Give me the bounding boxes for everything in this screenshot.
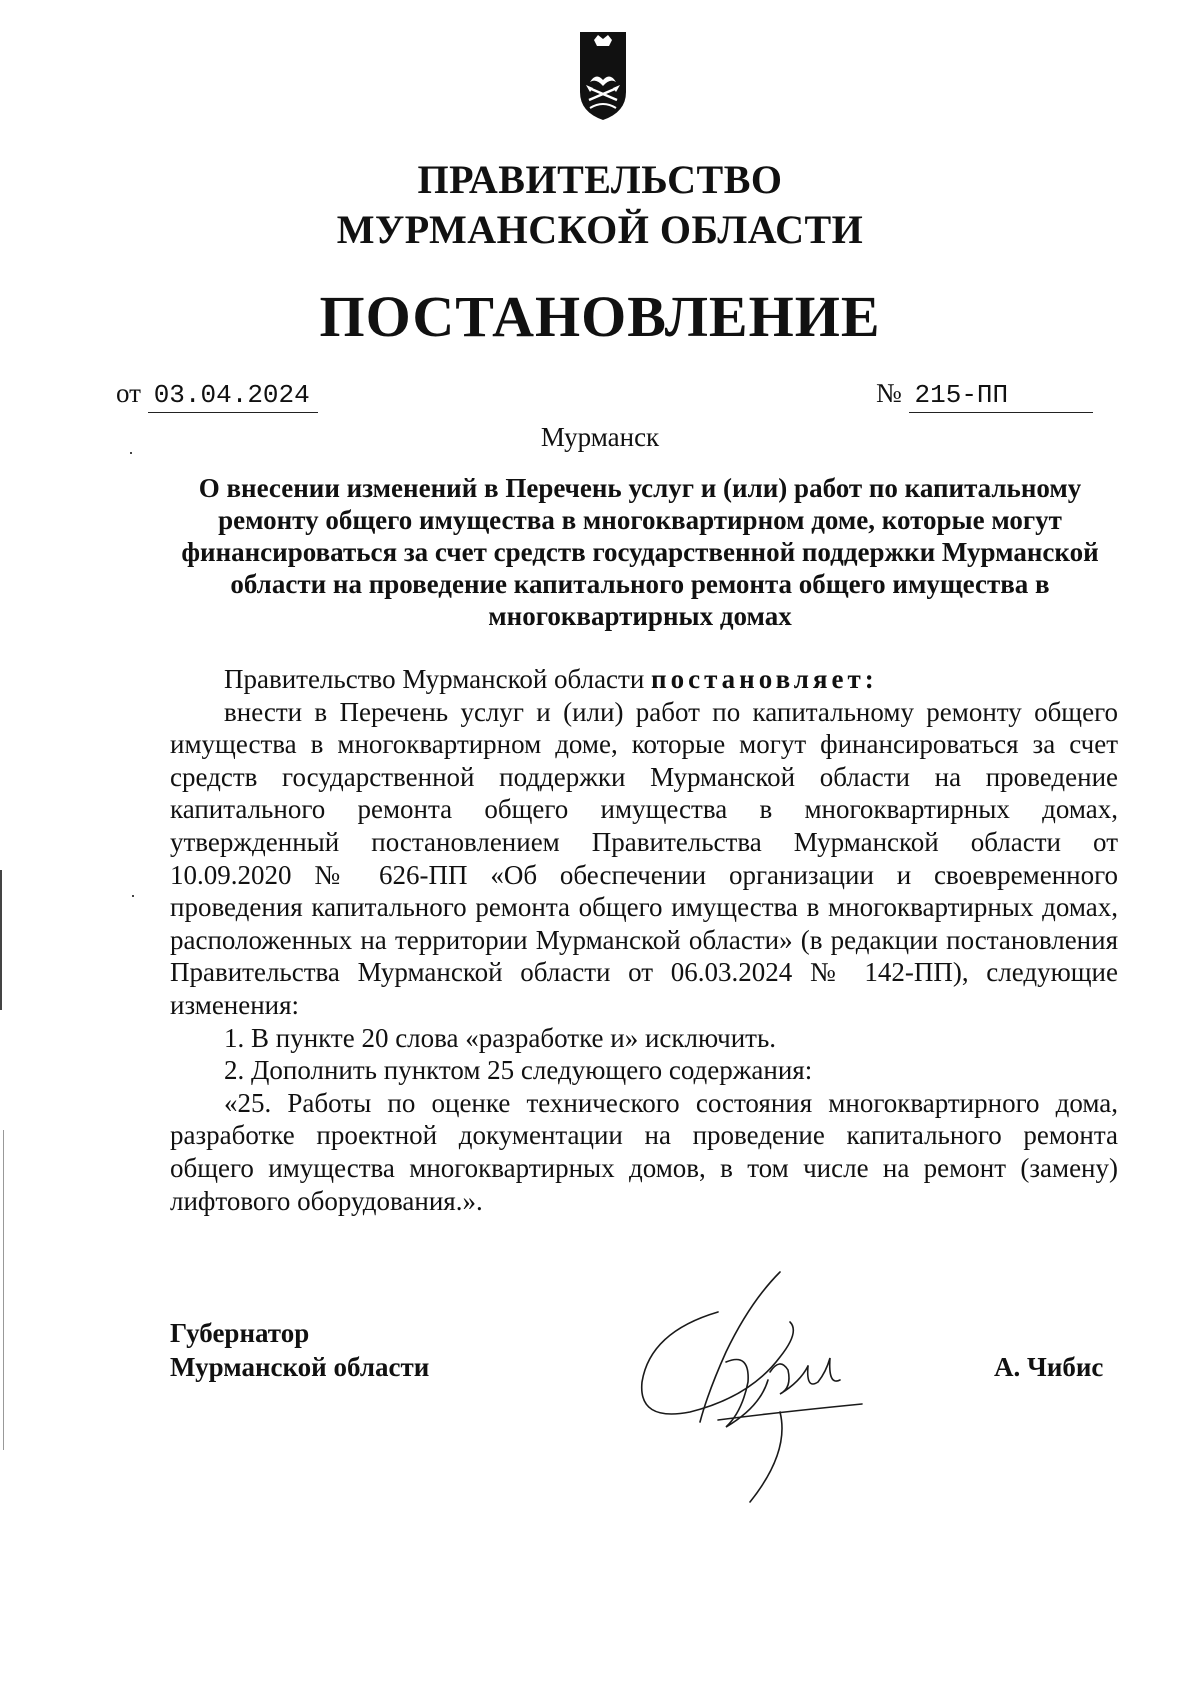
- scan-speck: [132, 895, 134, 897]
- document-number: [876, 376, 1093, 413]
- signer-position-line1: Губернатор: [170, 1318, 310, 1348]
- document-title: О внесении изменений в Перечень услуг и (или) работ по капитальному ремонту общего имущества в многоквартирном доме, которые могут финансироваться за счет средств государственной поддержки Мурманской области на проведение капитального ремонта общего имущества в многоквартирных домах: [181, 473, 1099, 631]
- intro-paragraph: [170, 663, 1118, 696]
- government-name-line1: ПРАВИТЕЛЬСТВО: [417, 157, 783, 202]
- handwritten-signature-icon: [630, 1262, 880, 1507]
- coat-of-arms-emblem-icon: [560, 30, 646, 122]
- signer-position: [170, 1316, 429, 1384]
- government-name: [0, 155, 1200, 255]
- date-prefix: от: [116, 378, 141, 408]
- scan-speck: [130, 452, 132, 454]
- document-body: [170, 663, 1118, 1217]
- intro-lead: Правительство Мурманской области: [224, 664, 645, 694]
- scan-edge-line: [0, 870, 2, 1010]
- number-prefix: №: [876, 378, 902, 408]
- item-1: 1. В пункте 20 слова «разработке и» исключить.: [224, 1022, 777, 1053]
- document-kind: ПОСТАНОВЛЕНИЕ: [319, 284, 881, 349]
- government-name-line2: МУРМАНСКОЙ ОБЛАСТИ: [336, 207, 864, 252]
- date-value: 03.04.2024: [148, 378, 318, 413]
- item-2: 2. Дополнить пунктом 25 следующего содержания:: [224, 1055, 813, 1086]
- scan-edge-line: [3, 1130, 4, 1450]
- intro-verb: постановляет:: [651, 664, 878, 694]
- signer-name: А. Чибис: [994, 1352, 1104, 1382]
- number-value: 215-ПП: [909, 378, 1093, 413]
- item-25: «25. Работы по оценке технического состояния многоквартирного дома, разработке проектной документации на проведение капитального ремонта общего имущества многоквартирных домов, в том числе на ремонт (замену) лифтового оборудования.».: [170, 1087, 1118, 1216]
- signer-position-line2: Мурманской области: [170, 1352, 430, 1382]
- city: Мурманск: [540, 422, 660, 452]
- main-paragraph: внести в Перечень услуг и (или) работ по капитальному ремонту общего имущества в многоквартирном доме, которые могут финансироваться за счет средств государственной поддержки Мурманской области на проведение капитального ремонта общего имущества в многоквартирных домах, утвержденный постановлением Правительства Мурманской области от 10.09.2020 № 626-ПП «Об обеспечении организации и своевременного проведения капитального ремонта общего имущества в многоквартирных домах, расположенных на территории Мурманской области» (в редакции постановления Правительства Мурманской области от 06.03.2024 № 142-ПП), следующие изменения:: [170, 696, 1118, 1020]
- document-date: [116, 376, 318, 413]
